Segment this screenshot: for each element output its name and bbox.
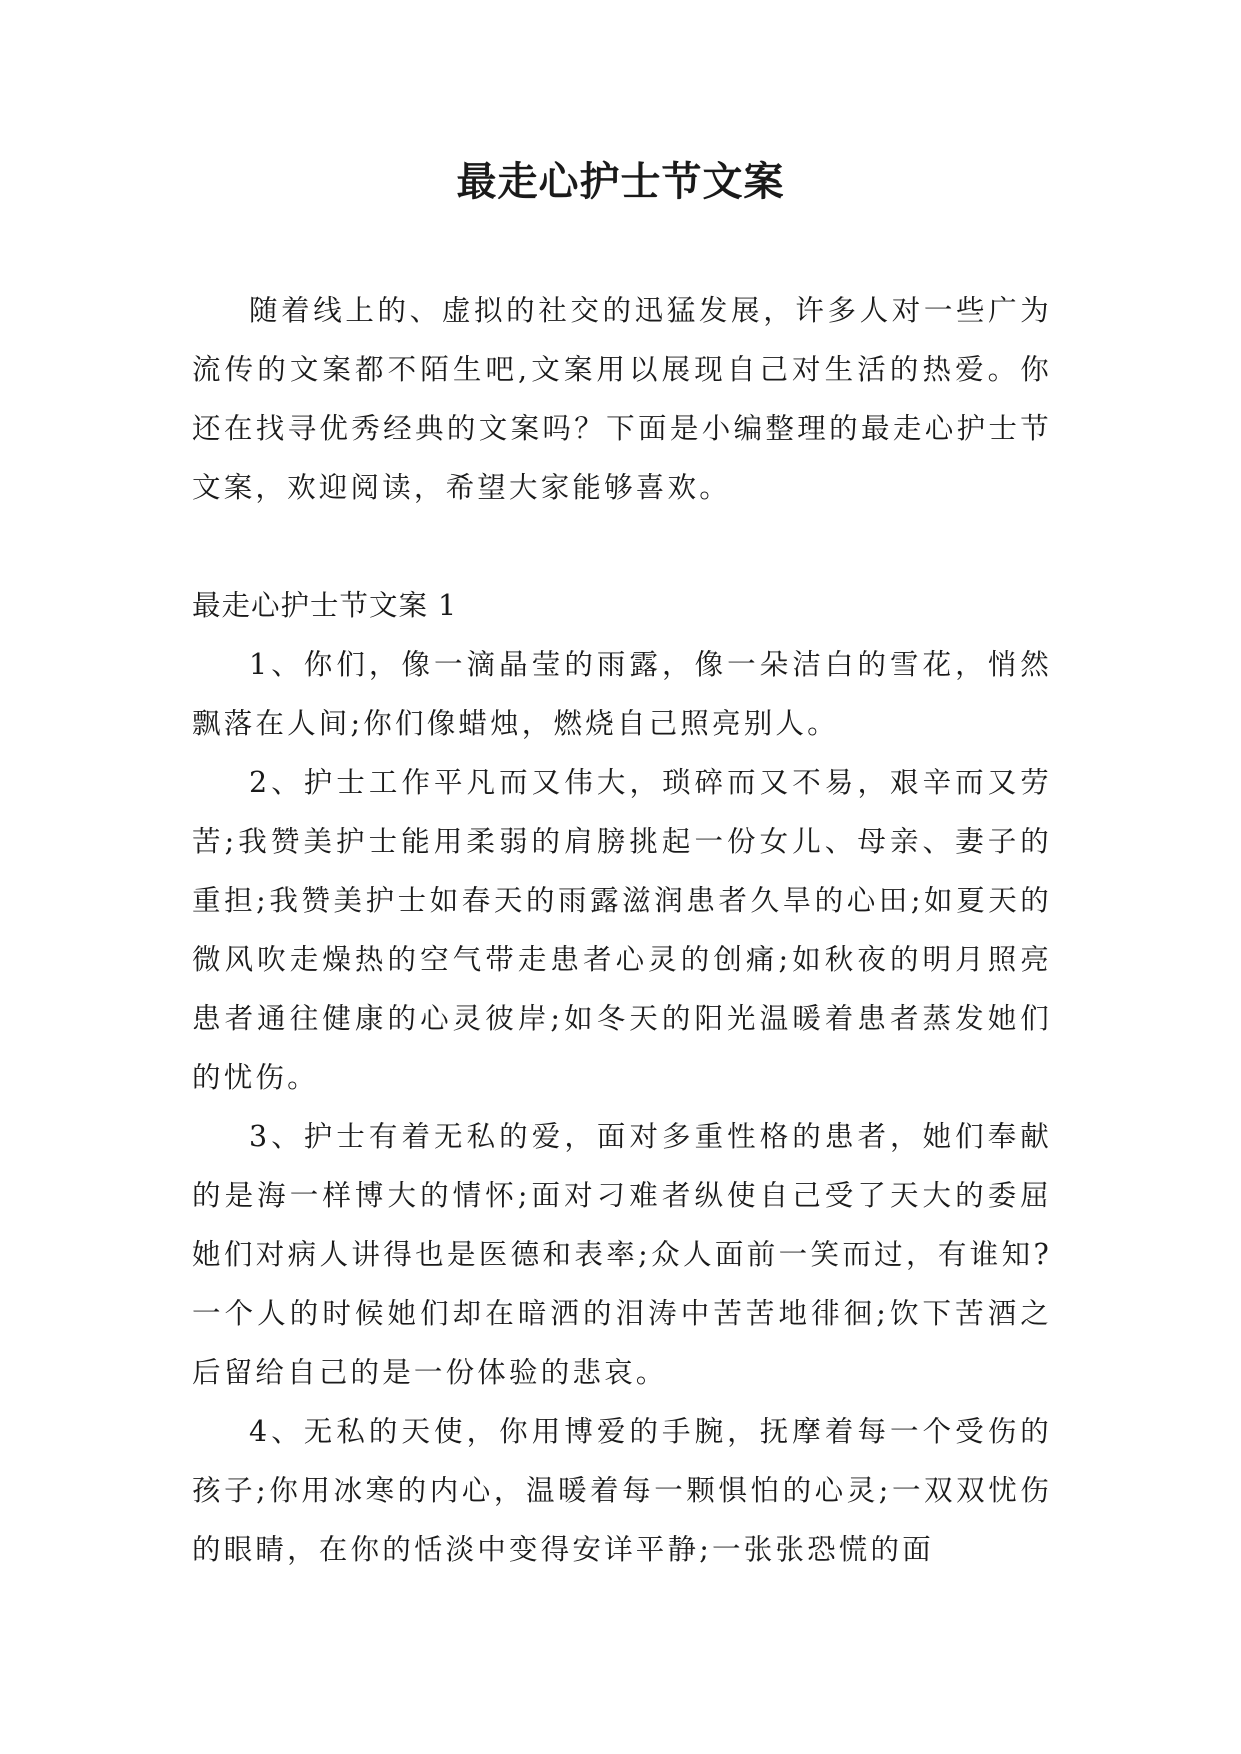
list-item: 1、你们，像一滴晶莹的雨露，像一朵洁白的雪花，悄然飘落在人间;你们像蜡烛，燃烧自己照亮别人。 [192,648,1052,740]
section-heading: 最走心护士节文案 1 [192,589,458,622]
document-title: 最走心护士节文案 [456,158,785,205]
intro-paragraph: 随着线上的、虚拟的社交的迅猛发展，许多人对一些广为流传的文案都不陌生吧,文案用以展现自己对生活的热爱。你还在找寻优秀经典的文案吗？下面是小编整理的最走心护士节文案，欢迎阅读，希望大家能够喜欢。 [192,294,1052,504]
item-list [192,635,1052,1579]
list-item: 2、护士工作平凡而又伟大，琐碎而又不易，艰辛而又劳苦;我赞美护士能用柔弱的肩膀挑起一份女儿、母亲、妻子的重担;我赞美护士如春天的雨露滋润患者久旱的心田;如夏天的微风吹走燥热的空气带走患者心灵的创痛;如秋夜的明月照亮患者通往健康的心灵彼岸;如冬天的阳光温暖着患者蒸发她们的忧伤。 [192,766,1052,1094]
list-item: 4、无私的天使，你用博爱的手腕，抚摩着每一个受伤的孩子;你用冰寒的内心，温暖着每一颗惧怕的心灵;一双双忧伤的眼睛，在你的恬淡中变得安详平静;一张张恐慌的面 [192,1415,1052,1566]
list-item: 3、护士有着无私的爱，面对多重性格的患者，她们奉献的是海一样博大的情怀;面对刁难者纵使自己受了天大的委屈她们对病人讲得也是医德和表率;众人面前一笑而过，有谁知?一个人的时候她们却在暗洒的泪涛中苦苦地徘徊;饮下苦酒之后留给自己的是一份体验的悲哀。 [192,1120,1052,1389]
